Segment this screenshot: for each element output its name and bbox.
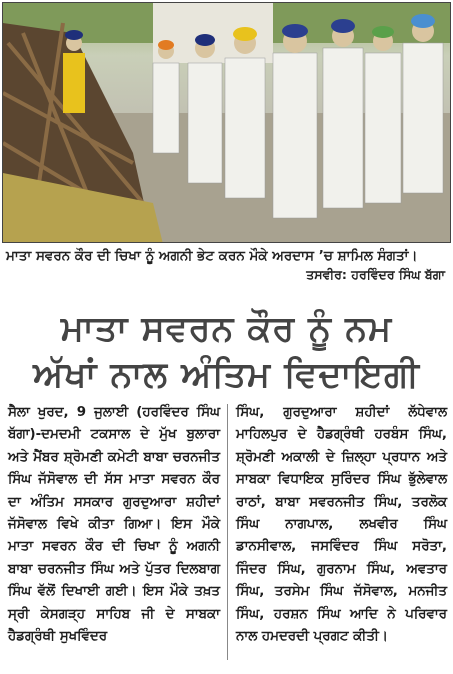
news-photo <box>2 2 451 243</box>
photo-caption: ਮਾਤਾ ਸਵਰਨ ਕੌਰ ਦੀ ਚਿਖਾ ਨੂੰ ਅਗਨੀ ਭੇਟ ਕਰਨ ਮੌਕੇ ਅਰਦਾਸ ’ਚ ਸ਼ਾਮਿਲ ਸੰਗਤਾਂ। <box>6 248 418 264</box>
column-divider <box>227 404 228 660</box>
headline-line-2: ਅੱਖਾਂ ਨਾਲ ਅੰਤਿਮ ਵਿਦਾਇਗੀ <box>33 355 420 395</box>
photo-illustration <box>3 3 451 243</box>
article-column-1: ਸੈਲਾ ਖੁਰਦ, 9 ਜੁਲਾਈ (ਹਰਵਿੰਦਰ ਸਿੰਘ ਬੱਗਾ)-ਦਮਦਮੀ ਟਕਸਾਲ ਦੇ ਮੁੱਖ ਬੁਲਾਰਾ ਅਤੇ ਮੈਂਬਰ ਸ਼੍ਰੋਮਣੀ ਕਮੇਟੀ ਬਾਬਾ ਚਰਨਜੀਤ ਸਿੰਘ ਜੱਸੋਵਾਲ ਦੀ ਸੱਸ ਮਾਤਾ ਸਵਰਨ ਕੌਰ ਦਾ ਅੰਤਿਮ ਸਸਕਾਰ ਗੁਰਦੁਆਰਾ ਸ਼ਹੀਦਾਂ ਜੱਸੋਵਾਲ ਵਿਖੇ ਕੀਤਾ ਗਿਆ। ਇਸ ਮੌਕੇ ਮਾਤਾ ਸਵਰਨ ਕੌਰ ਦੀ ਚਿਖਾ ਨੂੰ ਅਗਨੀ ਬਾਬਾ ਚਰਨਜੀਤ ਸਿੰਘ ਅਤੇ ਪੁੱਤਰ ਦਿਲਬਾਗ ਸਿੰਘ ਵੱਲੋਂ ਦਿਖਾਈ ਗਈ। ਇਸ ਮੌਕੇ ਤਖ਼ਤ ਸ੍ਰੀ ਕੇਸਗੜ੍ਹ ਸਾਹਿਬ ਜੀ ਦੇ ਸਾਬਕਾ ਹੈਡਗ੍ਰੰਥੀ ਸੁਖਵਿੰਦਰ <box>8 405 220 645</box>
photo-credit: ਤਸਵੀਰ: ਹਰਵਿੰਦਰ ਸਿੰਘ ਬੱਗਾ <box>306 267 445 282</box>
article-column-2: ਸਿੰਘ, ਗੁਰਦੁਆਰਾ ਸ਼ਹੀਦਾਂ ਲੱਧੇਵਾਲ ਮਾਹਿਲਪੁਰ ਦੇ ਹੈਡਗ੍ਰੰਥੀ ਹਰਬੰਸ ਸਿੰਘ, ਸ਼੍ਰੋਮਣੀ ਅਕਾਲੀ ਦੇ ਜ਼ਿਲ੍ਹਾ ਪ੍ਰਧਾਨ ਅਤੇ ਸਾਬਕਾ ਵਿਧਾਇਕ ਸੁਰਿੰਦਰ ਸਿੰਘ ਭੁੱਲੇਵਾਲ ਰਾਠਾਂ, ਬਾਬਾ ਸਵਰਨਜੀਤ ਸਿੰਘ, ਤਰਲੋਕ ਸਿੰਘ ਨਾਗਪਾਲ, ਲਖਵੀਰ ਸਿੰਘ ਡਾਨਸੀਵਾਲ, ਜਸਵਿੰਦਰ ਸਿੰਘ ਸਰੋਤਾ, ਜਿੰਦਰ ਸਿੰਘ, ਗੁਰਨਾਮ ਸਿੰਘ, ਅਵਤਾਰ ਸਿੰਘ, ਤਰਸੇਮ ਸਿੰਘ ਜੱਸੋਵਾਲ, ਮਨਜੀਤ ਸਿੰਘ, ਹਰਸ਼ਨ ਸਿੰਘ ਆਦਿ ਨੇ ਪਰਿਵਾਰ ਨਾਲ ਹਮਦਰਦੀ ਪ੍ਰਗਟ ਕੀਤੀ। <box>236 405 447 645</box>
headline-line-1: ਮਾਤਾ ਸਵਰਨ ਕੌਰ ਨੂੰ ਨਮ <box>60 309 393 349</box>
